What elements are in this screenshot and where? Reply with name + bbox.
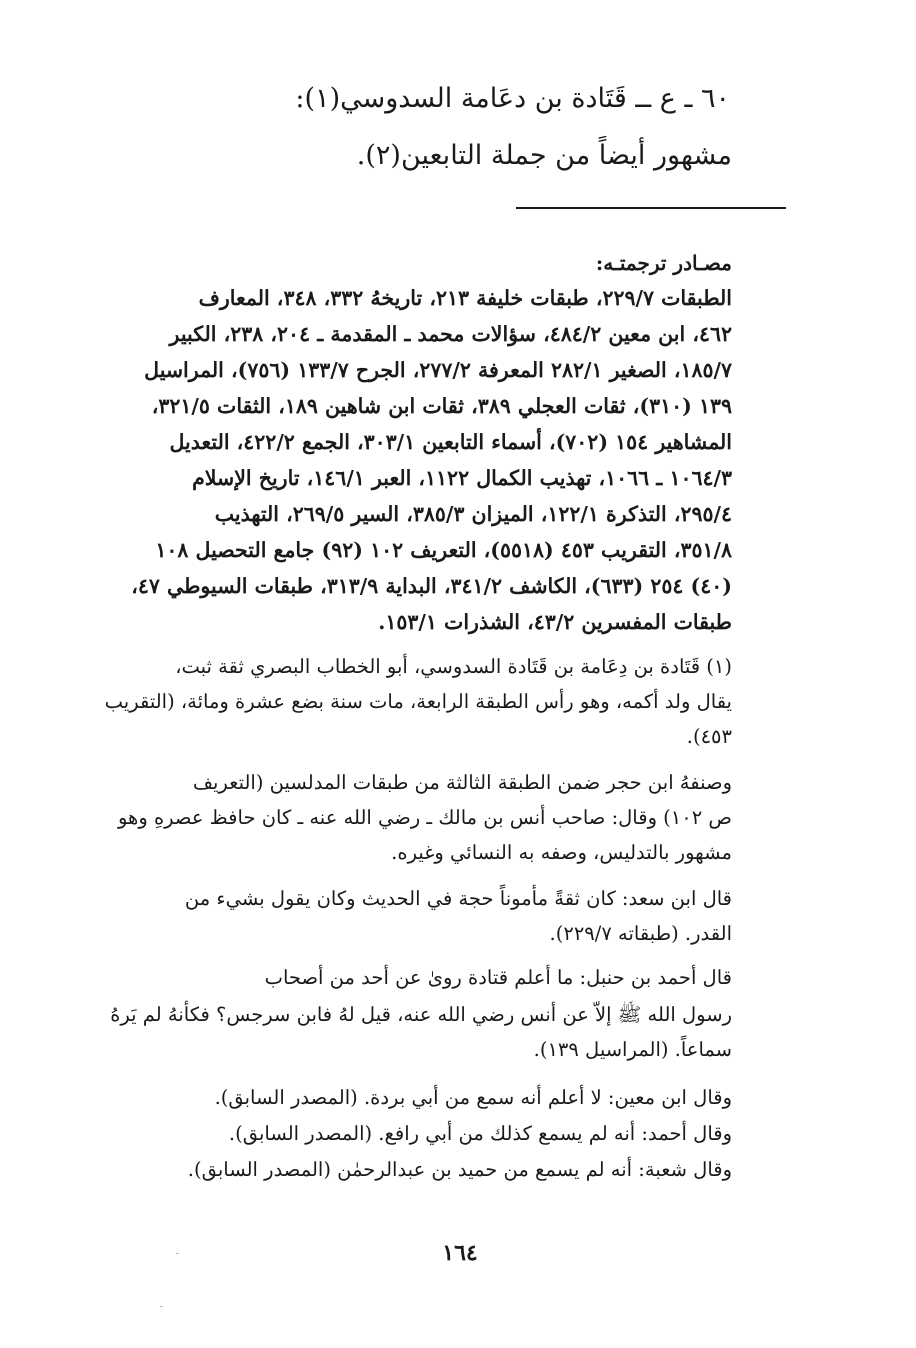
footnote-separator bbox=[516, 207, 786, 209]
sources-line: ١٨٥/٧، الصغير ٢٨٢/١ المعرفة ٢٧٧/٢، الجرح ١٣٣/٧ (٧٥٦)، المراسيل bbox=[144, 358, 732, 382]
entry-description: مشهور أيضاً من جملة التابعين(٢). bbox=[356, 140, 732, 171]
scan-speck bbox=[176, 1253, 179, 1254]
footnote-line: مشهور بالتدليس، وصفه به النسائي وغيره. bbox=[391, 841, 732, 864]
footnote-line: قال أحمد بن حنبل: ما أعلم قتادة روىٰ عن أحد من أصحاب bbox=[264, 966, 732, 989]
page-number: ١٦٤ bbox=[442, 1240, 478, 1266]
sources-line: ٢٩٥/٤، التذكرة ١٢٢/١، الميزان ٣٨٥/٣، السير ٢٦٩/٥، التهذيب bbox=[214, 502, 732, 526]
footnote-line: (١) قَتَادة بن دِعَامة بن قَتَادة السدوسي، أبو الخطاب البصري ثقة ثبت، bbox=[175, 655, 732, 678]
sources-line: ٤٦٢، ابن معين ٤٨٤/٢، سؤالات محمد ـ المقدمة ـ ٢٠٤، ٢٣٨، الكبير bbox=[169, 322, 732, 346]
scan-speck bbox=[160, 1306, 163, 1307]
sources-line: الطبقات ٢٢٩/٧، طبقات خليفة ٢١٣، تاريخهُ ٣٣٢، ٣٤٨، المعارف bbox=[198, 286, 732, 310]
entry-heading: ٦٠ ـ ع ــ قَتَادة بن دعَامة السدوسي(١): bbox=[295, 83, 730, 114]
footnote-line: سماعاً. (المراسيل ١٣٩). bbox=[533, 1038, 732, 1061]
sources-line: ١٠٦٤/٣ ـ ١٠٦٦، تهذيب الكمال ١١٢٢، العبر ١٤٦/١، تاريخ الإسلام bbox=[192, 466, 732, 490]
footnote-line: وصنفهُ ابن حجر ضمن الطبقة الثالثة من طبقات المدلسين (التعريف bbox=[192, 771, 732, 794]
footnote-line: وقال ابن معين: لا أعلم أنه سمع من أبي بردة. (المصدر السابق). bbox=[214, 1086, 732, 1109]
sources-line: طبقات المفسرين ٤٣/٢، الشذرات ١٥٣/١. bbox=[378, 610, 732, 634]
footnote-line: وقال أحمد: أنه لم يسمع كذلك من أبي رافع. (المصدر السابق). bbox=[228, 1122, 732, 1145]
sources-line: ١٣٩ (٣١٠)، ثقات العجلي ٣٨٩، ثقات ابن شاهين ١٨٩، الثقات ٣٢١/٥، bbox=[151, 394, 732, 418]
footnote-line: ٤٥٣). bbox=[686, 725, 732, 748]
sources-line: (٤٠) ٢٥٤ (٦٣٣)، الكاشف ٣٤١/٢، البداية ٣١٣/٩، طبقات السيوطي ٤٧، bbox=[131, 574, 732, 598]
footnote-line: قال ابن سعد: كان ثقةً مأموناً حجة في الحديث وكان يقول بشيء من bbox=[184, 887, 732, 910]
sources-heading: مصـادر ترجمتـه: bbox=[595, 251, 732, 275]
footnote-line: ص ١٠٢) وقال: صاحب أنس بن مالك ـ رضي الله عنه ـ كان حافظ عصرهِ وهو bbox=[117, 806, 732, 829]
sources-line: المشاهير ١٥٤ (٧٠٢)، أسماء التابعين ٣٠٣/١، الجمع ٤٢٢/٢، التعديل bbox=[169, 430, 732, 454]
footnote-line: وقال شعبة: أنه لم يسمع من حميد بن عبدالرحمٰن (المصدر السابق). bbox=[187, 1158, 732, 1181]
sources-line: ٣٥١/٨، التقريب ٤٥٣ (٥٥١٨)، التعريف ١٠٢ (٩٢) جامع التحصيل ١٠٨ bbox=[155, 538, 732, 562]
footnote-line: يقال ولد أكمه، وهو رأس الطبقة الرابعة، مات سنة بضع عشرة ومائة، (التقريب bbox=[104, 690, 732, 713]
footnote-line: القدر. (طبقاته ٢٢٩/٧). bbox=[549, 922, 732, 945]
footnote-line: رسول الله ﷺ إلاّ عن أنس رضي الله عنه، قيل لهُ فابن سرجس؟ فكأنهُ لم يَرهُ bbox=[110, 1003, 732, 1026]
